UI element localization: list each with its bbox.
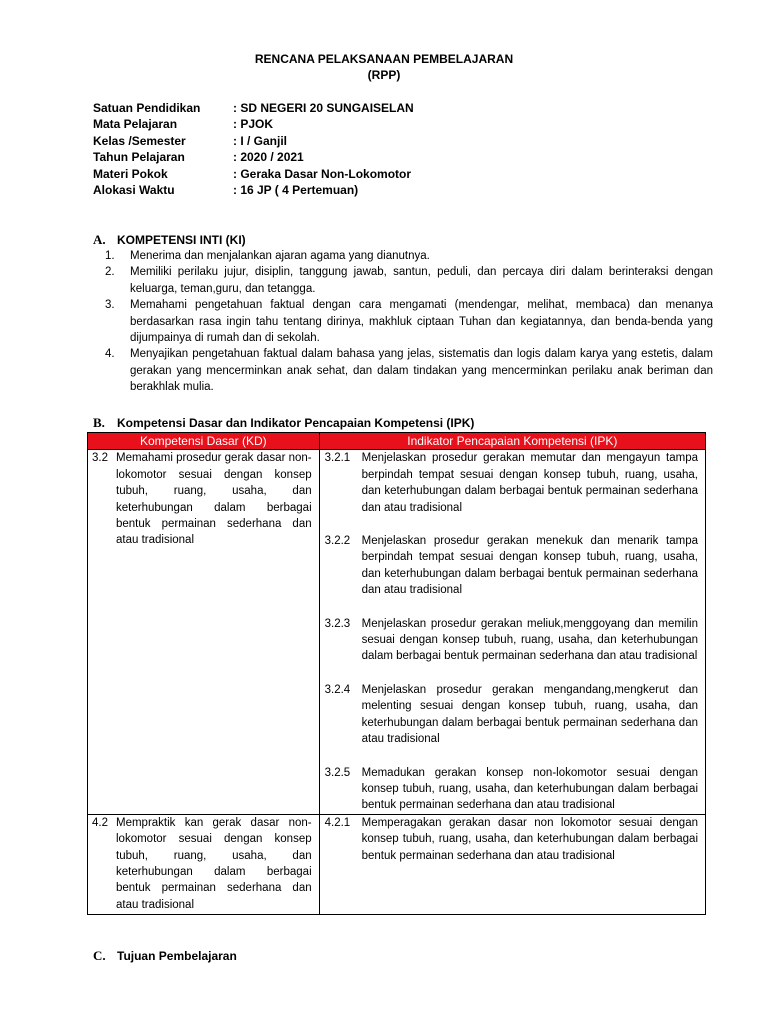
- identity-value: : SD NEGERI 20 SUNGAISELAN: [233, 101, 414, 115]
- ipk-text: Memadukan gerakan konsep non-lokomotor sesuai dengan konsep tubuh, ruang, usaha, dan keterhubungan dalam berbagai bentuk permainan sederhana dan atau tradisional: [361, 766, 698, 812]
- list-item: [105, 248, 713, 264]
- identity-value: : I / Ganjil: [233, 133, 288, 148]
- identity-label: Mata Pelajaran: [93, 117, 178, 132]
- ipk-text: Menjelaskan prosedur gerakan meliuk,menggoyang dan memilin sesuai dengan konsep tubuh, ruang, usaha, dan keterhubungan dalam berbagai bentuk permainan sederhana dan atau tradisional: [361, 617, 698, 663]
- document-title: RENCANA PELAKSANAAN PEMBELAJARAN: [254, 52, 514, 66]
- identity-value: : Geraka Dasar Non-Lokomotor: [233, 166, 412, 181]
- identity-label: Alokasi Waktu: [93, 182, 175, 197]
- ipk-text: Menjelaskan prosedur gerakan menekuk dan menarik tampa berpindah tempat sesuai dengan konsep tubuh, ruang, usaha, dan keterhubungan dalam berbagai bentuk permainan sederhana dan atau tradisional: [361, 535, 698, 597]
- list-item-text: Memahami pengetahuan faktual dengan cara mengamati (mendengar, melihat, membaca) dan menanya berdasarkan rasa ingin tahu tentang dirinya, makhluk ciptaan Tuhan dan kegiatannya, dan benda-benda yang dijumpainya di rumah dan di sekolah.: [130, 299, 713, 345]
- identity-row: [93, 182, 414, 198]
- identity-table: [93, 100, 414, 198]
- identity-row: [93, 116, 414, 132]
- section-b-heading: [93, 415, 474, 431]
- identity-value: : PJOK: [233, 117, 274, 132]
- ipk-cell: [319, 450, 705, 814]
- identity-value: : 2020 / 2021: [233, 150, 304, 165]
- list-item-text: Menyajikan pengetahuan faktual dalam bahasa yang jelas, sistematis dan logis dalam karya yang estetis, dalam gerakan yang mencerminkan anak sehat, dan dalam tindakan yang mencerminkan perilaku anak beriman dan berakhlak mulia.: [130, 348, 713, 394]
- list-item-text: Memiliki perilaku jujur, disiplin, tanggung jawab, santun, peduli, dan percaya diri dalam berinteraksi dengan keluarga, teman,guru, dan tetangga.: [130, 266, 713, 295]
- identity-row: [93, 133, 414, 149]
- ipk-item: [320, 533, 705, 599]
- kd-text: Memahami prosedur gerak dasar non-lokomotor sesuai dengan konsep tubuh, ruang, usaha, dan keterhubungan dalam berbagai bentuk permainan sederhana dan atau tradisional: [116, 452, 312, 547]
- ipk-code: 4.2.1: [324, 816, 351, 829]
- ipk-item: [320, 765, 705, 814]
- list-item-number: 2.: [105, 266, 115, 279]
- ipk-item: [320, 616, 705, 665]
- kd-cell: [88, 450, 320, 814]
- section-a-heading: [93, 232, 246, 248]
- table-header-row: [88, 433, 706, 450]
- kd-cell: [88, 814, 320, 914]
- section-b-letter: B.: [93, 415, 105, 430]
- ipk-code: 3.2.1: [324, 452, 351, 465]
- column-header-ipk: Indikator Pencapaian Kompetensi (IPK): [319, 433, 705, 450]
- identity-row: [93, 100, 414, 116]
- ipk-code: 3.2.5: [324, 766, 351, 779]
- ipk-code: 3.2.3: [324, 617, 351, 630]
- document-subtitle: (RPP): [367, 68, 401, 82]
- kd-text: Mempraktik kan gerak dasar non-lokomotor sesuai dengan konsep tubuh, ruang, usaha, dan keterhubungan dalam berbagai bentuk permainan sederhana dan atau tradisional: [116, 816, 312, 911]
- identity-label: Kelas /Semester: [93, 133, 186, 148]
- ipk-item: [320, 450, 705, 516]
- list-item-number: 3.: [105, 299, 115, 312]
- ipk-cell: [319, 814, 705, 914]
- section-a-title: KOMPETENSI INTI (KI): [117, 233, 246, 247]
- table-row: [88, 450, 706, 814]
- ipk-code: 3.2.4: [324, 683, 351, 696]
- ipk-item: [320, 815, 705, 864]
- column-header-kd: Kompetensi Dasar (KD): [88, 433, 320, 450]
- list-item-number: 4.: [105, 348, 115, 361]
- section-a-letter: A.: [93, 232, 106, 247]
- identity-value: : 16 JP ( 4 Pertemuan): [233, 182, 359, 197]
- list-item-text: Menerima dan menjalankan ajaran agama yang dianutnya.: [130, 250, 430, 262]
- list-item: [105, 346, 713, 395]
- section-b-title: Kompetensi Dasar dan Indikator Pencapaian Kompetensi (IPK): [117, 416, 475, 430]
- ipk-text: Memperagakan gerakan dasar non lokomotor sesuai dengan konsep tubuh, ruang, usaha, dan keterhubungan dalam berbagai bentuk permainan sederhana dan atau tradisional: [361, 816, 698, 862]
- kd-code: 4.2: [92, 816, 108, 829]
- section-c-letter: C.: [93, 948, 106, 963]
- section-c-heading: [93, 948, 237, 964]
- kd-code: 3.2: [92, 452, 108, 465]
- kd-ipk-table: [87, 432, 706, 915]
- list-item-number: 1.: [105, 250, 115, 262]
- ipk-code: 3.2.2: [324, 535, 351, 548]
- identity-label: Materi Pokok: [93, 166, 168, 181]
- identity-row: [93, 149, 414, 165]
- ipk-text: Menjelaskan prosedur gerakan memutar dan mengayun tampa berpindah tempat sesuai dengan konsep tubuh, ruang, usaha, dan keterhubungan dalam berbagai bentuk permainan sederhana dan atau tradisional: [361, 452, 698, 514]
- table-row: [88, 814, 706, 914]
- ki-list: [105, 248, 713, 396]
- identity-label: Satuan Pendidikan: [93, 101, 201, 115]
- ipk-text: Menjelaskan prosedur gerakan mengandang,mengkerut dan melenting sesuai dengan konsep tubuh, ruang, usaha, dan keterhubungan dalam berbagai bentuk permainan sederhana dan atau tradisional: [361, 683, 698, 746]
- identity-label: Tahun Pelajaran: [93, 150, 185, 165]
- list-item: [105, 297, 713, 346]
- list-item: [105, 264, 713, 297]
- section-c-title: Tujuan Pembelajaran: [117, 949, 237, 963]
- identity-row: [93, 166, 414, 182]
- ipk-item: [320, 682, 705, 748]
